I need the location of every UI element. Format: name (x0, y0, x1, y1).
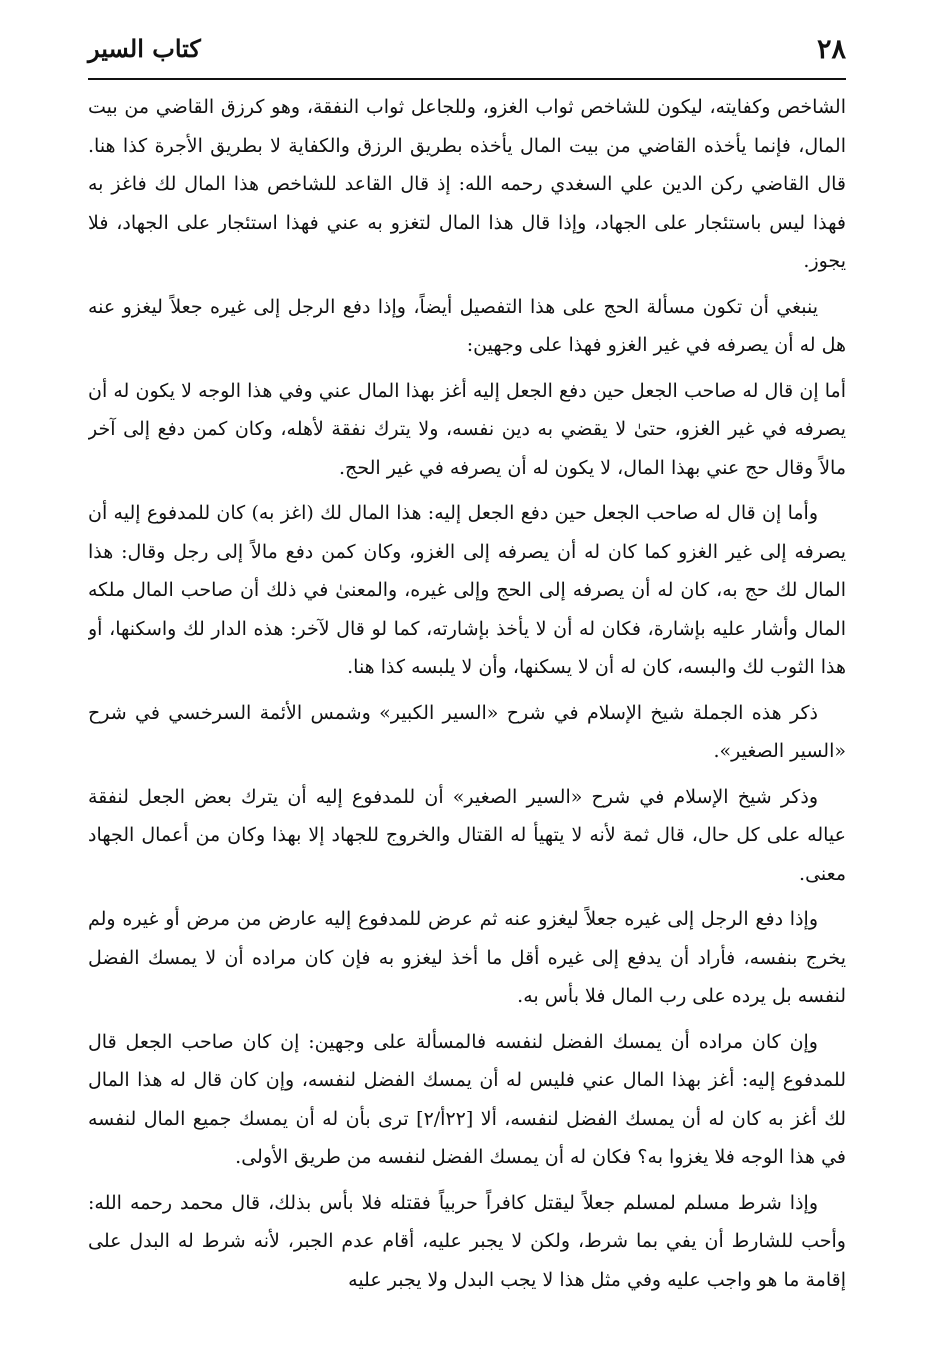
paragraph: ينبغي أن تكون مسألة الحج على هذا التفصيل أيضاً، وإذا دفع الرجل إلى غيره جعلاً ليغزو عنه هل له أن يصرفه في غير الغزو فهذا على وجهين: (88, 295, 846, 356)
paragraph: وأما إن قال له صاحب الجعل حين دفع الجعل إليه: هذا المال لك (اغز به) كان للمدفوع إليه أن يصرفه إلى غير الغزو كما كان له أن يصرفه إلى الغزو، وكان كمن دفع مالاً إلى رجل وقال: هذا المال لك حج به، كان له أن يصرفه إلى الحج وإلى غيره، والمعنىٰ في ذلك أن صاحب المال ملكه المال وأشار عليه بإشارة، فكان له أن لا يأخذ بإشارته، كما لو قال لآخر: هذه الدار لك واسكنها، أو هذا الثوب لك والبسه، كان له أن لا يسكنها، وأن لا يلبسه كذا هنا. (88, 502, 846, 678)
paragraph: أما إن قال له صاحب الجعل حين دفع الجعل إليه أغز بهذا المال عني وفي هذا الوجه لا يكون له أن يصرفه في غير الغزو، حتىٰ لا يقضي به دين نفسه، ولا يترك نفقة لأهله، وكان كمن دفع إلى آخر مالاً وقال حج عني بهذا المال، لا يكون له أن يصرفه في غير الحج. (88, 379, 846, 479)
paragraph: وإذا شرط مسلم لمسلم جعلاً ليقتل كافراً حربياً فقتله فلا بأس بذلك، قال محمد رحمه الله: وأحب للشارط أن يفي بما شرط، ولكن لا يجبر عليه، أقام عدم الجبر، لأنه شرط له البدل على إقامة ما هو واجب عليه وفي مثل هذا لا يجب البدل ولا يجبر عليه (88, 1191, 846, 1291)
running-title: كتاب السير (88, 34, 201, 63)
page-body (88, 88, 846, 1329)
paragraph: وإذا دفع الرجل إلى غيره جعلاً ليغزو عنه ثم عرض للمدفوع إليه عارض من مرض أو غيره ولم يخرج بنفسه، فأراد أن يدفع إلى غيره أقل ما أخذ ليغزو به فإن كان مراده أن لا يمسك الفضل لنفسه بل يرده على رب المال فلا بأس به. (88, 908, 846, 1007)
paragraph: وذكر شيخ الإسلام في شرح «السير الصغير» أن للمدفوع إليه أن يترك بعض الجعل لنفقة عياله على كل حال، قال ثمة لأنه لا يتهيأ له القتال والخروج للجهاد إلا بهذا وكان من أعمال الجهاد معنى. (88, 785, 846, 885)
paragraph: ذكر هذه الجملة شيخ الإسلام في شرح «السير الكبير» وشمس الأئمة السرخسي في شرح «السير الصغير». (88, 701, 846, 762)
paragraph: الشاخص وكفايته، ليكون للشاخص ثواب الغزو، وللجاعل ثواب النفقة، وهو كرزق القاضي من بيت المال، فإنما يأخذه القاضي من بيت المال يأخذه بطريق الرزق والكفاية لا بطريق الأجرة كذا هنا. قال القاضي ركن الدين علي السغدي رحمه الله: إذ قال القاعد للشاخص هذا المال لك فاغز به فهذا ليس باستئجار على الجهاد، وإذا قال هذا المال لتغزو به عني فهذا استئجار على الجهاد، فلا يجوز. (88, 96, 846, 272)
paragraph: وإن كان مراده أن يمسك الفضل لنفسه فالمسألة على وجهين: إن كان صاحب الجعل قال للمدفوع إليه: أغز بهذا المال عني فليس له أن يمسك الفضل لنفسه، وإن كان قال له هذا المال لك أغز به كان له أن يمسك الفضل لنفسه، ألا [٢٢أ/٢] ترى بأن له أن يمسك جميع المال لنفسه في هذا الوجه فلا يغزوا به؟ فكان له أن يمسك الفضل لنفسه من طريق الأولى. (88, 1030, 846, 1168)
page-number: ٢٨ (816, 34, 846, 65)
page-header (88, 28, 846, 80)
